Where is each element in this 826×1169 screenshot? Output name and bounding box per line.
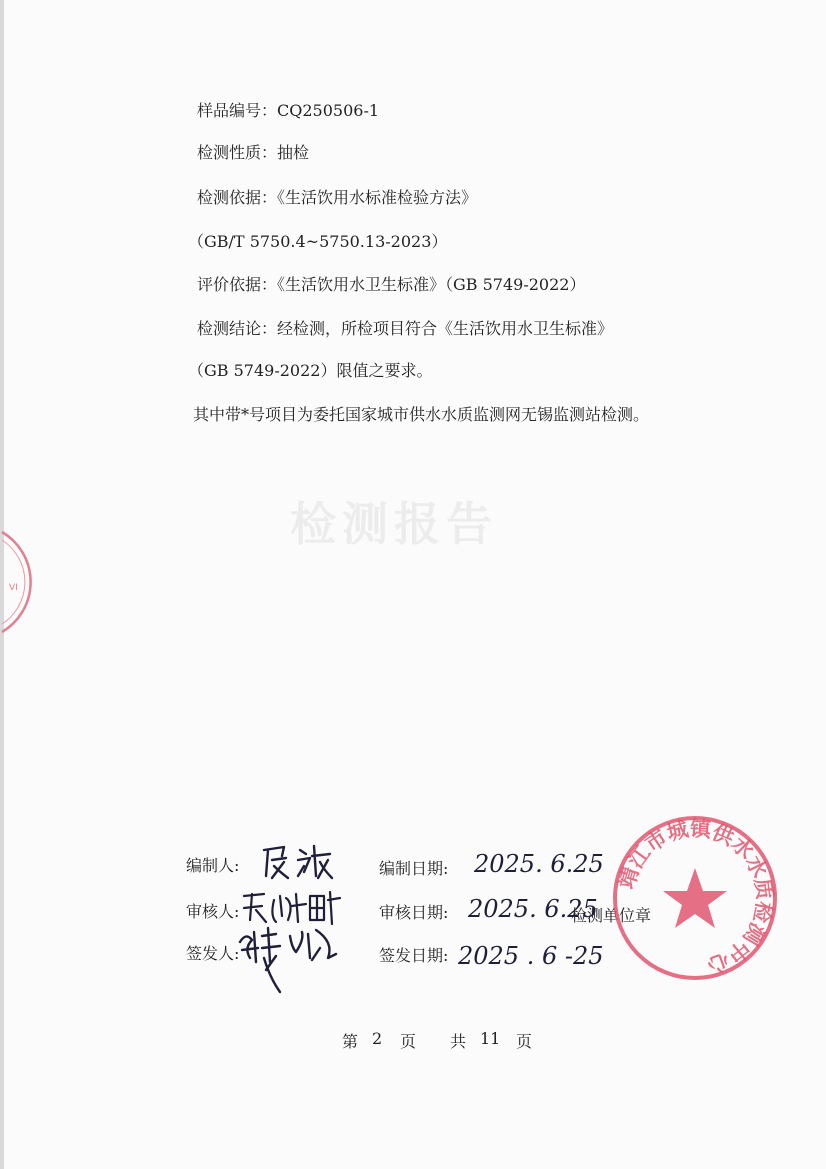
approver-signature <box>236 918 346 998</box>
svg-text:2025 . 6 -25: 2025 . 6 -25 <box>458 942 604 970</box>
footer-page-number: 2 <box>372 1029 383 1048</box>
svg-text:VI: VI <box>9 583 18 593</box>
watermark-text: 检测报告 <box>290 497 498 551</box>
evaluation-basis: 评价依据：《生活饮用水卫生标准》（GB 5749-2022） <box>197 275 586 294</box>
test-basis: 检测依据：《生活饮用水标准检验方法》 <box>197 188 478 207</box>
review-date-label: 审核日期: <box>379 903 449 922</box>
test-basis-standard: （GB/T 5750.4~5750.13-2023） <box>188 232 448 251</box>
review-date-handwritten <box>466 890 598 924</box>
footer-page-word: 第 <box>342 1032 359 1051</box>
compile-date-handwritten <box>472 845 604 879</box>
outsourced-note: 其中带*号项目为委托国家城市供水水质监测网无锡监测站检测。 <box>193 405 650 424</box>
reviewer-label: 审核人: <box>186 902 240 921</box>
footer-total-number: 11 <box>480 1029 501 1048</box>
footer-page-unit: 页 <box>400 1032 417 1051</box>
issue-date-label: 签发日期: <box>379 946 449 965</box>
partial-stamp-left <box>0 528 30 638</box>
approver-label: 签发人: <box>186 944 240 963</box>
compiler-label: 编制人: <box>186 856 240 875</box>
svg-text:靖江市城镇供水水质检测中心: 靖江市城镇供水水质检测中心 <box>614 816 777 978</box>
svg-text:2025. 6.25: 2025. 6.25 <box>468 895 598 923</box>
seal-label: 检测单位章 <box>571 906 652 925</box>
svg-text:2025. 6.25: 2025. 6.25 <box>474 850 604 878</box>
footer-total-unit: 页 <box>516 1032 533 1051</box>
compiler-signature <box>258 838 338 884</box>
test-nature: 检测性质：抽检 <box>197 143 310 162</box>
test-conclusion-continued: （GB 5749-2022）限值之要求。 <box>188 361 433 380</box>
footer-total-word: 共 <box>450 1032 467 1051</box>
compile-date-label: 编制日期: <box>379 859 449 878</box>
issue-date-handwritten <box>456 935 604 975</box>
sample-number: 样品编号：CQ250506-1 <box>197 101 380 120</box>
official-seal-stamp <box>610 813 780 983</box>
test-conclusion: 检测结论：经检测，所检项目符合《生活饮用水卫生标准》 <box>197 319 614 338</box>
